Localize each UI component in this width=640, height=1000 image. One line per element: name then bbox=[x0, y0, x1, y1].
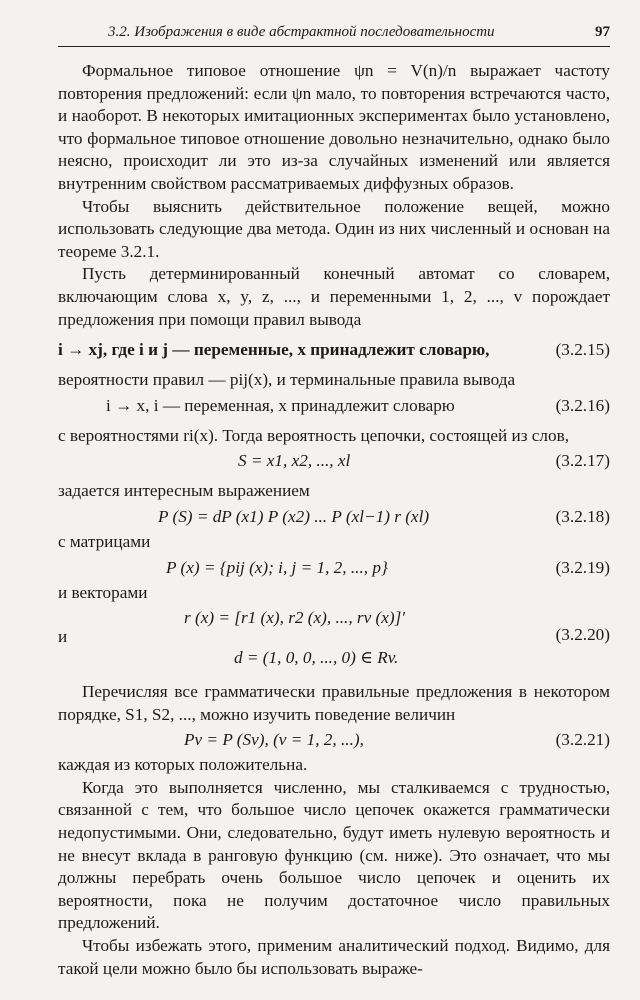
paragraph: Когда это выполняется численно, мы сталкиваемся с трудностью, связанной с тем, что большое число цепочек окажется грамматически недопустимыми. Они, следовательно, будут иметь нулевую вероятность и не внесут вклада в ранговую функцию (см. ниже). Это означает, что мы должны перебрать очень большое число цепочек и оценить их вероятности, пока не получим достаточное число правильных предложений. bbox=[58, 777, 610, 933]
paragraph: задается интересным выражением bbox=[58, 481, 310, 501]
equation-3-2-18 bbox=[58, 503, 610, 531]
page-body bbox=[58, 60, 610, 980]
paragraph: и векторами bbox=[58, 582, 148, 602]
equation-3-2-19 bbox=[58, 554, 610, 582]
equation-text: S = x1, x2, ..., xl bbox=[238, 451, 351, 471]
paragraph: Формальное типовое отношение ψn = V(n)/n выражает частоту повторения предложений: если ψn мало, то повторения встречаются часто, и наоборот. В некоторых имитационных экспериментах было установлено, что формальное типовое отношение довольно незначительно, однако было неясно, происходит ли это из-за случайных изменений или является внутренним свойством рассматриваемых диффузных образов. bbox=[58, 61, 610, 193]
equation-text: d = (1, 0, 0, ..., 0) ∈ Rv. bbox=[234, 648, 399, 668]
equation-3-2-20 bbox=[58, 604, 610, 676]
equation-number: (3.2.16) bbox=[555, 395, 610, 415]
equation-text: i → xj, где i и j — переменные, x принадлежит словарю, bbox=[58, 340, 490, 360]
book-page bbox=[58, 18, 610, 986]
paragraph: вероятности правил — pij(x), и терминальные правила вывода bbox=[58, 370, 516, 390]
paragraph: Чтобы выяснить действительное положение вещей, можно использовать следующие два метода. Один из них численный и основан на теореме 3.2.1. bbox=[58, 196, 610, 261]
equation-3-2-16 bbox=[58, 392, 610, 420]
paragraph: с вероятностями ri(x). Тогда вероятность цепочки, состоящей из слов, bbox=[58, 425, 570, 445]
running-header bbox=[58, 18, 610, 47]
paragraph: Чтобы избежать этого, применим аналитический подход. Видимо, для такой цели можно было бы использовать выраже- bbox=[58, 936, 610, 978]
equation-number: (3.2.20) bbox=[555, 625, 610, 645]
equation-3-2-15 bbox=[58, 336, 610, 364]
equation-number: (3.2.15) bbox=[555, 340, 610, 360]
equation-3-2-21 bbox=[58, 726, 610, 754]
equation-number: (3.2.19) bbox=[555, 557, 610, 577]
paragraph: каждая из которых положительна. bbox=[58, 755, 308, 775]
equation-text: P (S) = dP (x1) P (x2) ... P (xl−1) r (xl) bbox=[158, 506, 430, 526]
paragraph: с матрицами bbox=[58, 531, 151, 551]
equation-number: (3.2.21) bbox=[555, 730, 610, 750]
equation-text: i → x, i — переменная, x принадлежит словарю bbox=[106, 395, 455, 415]
equation-number: (3.2.18) bbox=[555, 506, 610, 526]
equation-number: (3.2.17) bbox=[555, 451, 610, 471]
equation-text: P (x) = {pij (x); i, j = 1, 2, ..., p} bbox=[166, 557, 388, 577]
equation-text: Pv = P (Sv), (v = 1, 2, ...), bbox=[184, 730, 364, 750]
paragraph: Перечисляя все грамматически правильные предложения в некотором порядке, S1, S2, ..., можно изучить поведение величин bbox=[58, 682, 610, 724]
equation-text: r (x) = [r1 (x), r2 (x), ..., rv (x)]′ bbox=[184, 608, 406, 628]
equation-3-2-17 bbox=[58, 447, 610, 475]
page-number: 97 bbox=[595, 24, 610, 40]
chapter-title: 3.2. Изображения в виде абстрактной последовательности bbox=[108, 24, 495, 40]
paragraph: Пусть детерминированный конечный автомат со словарем, включающим слова x, y, z, ..., и переменными 1, 2, ..., v порождает предложения при помощи правил вывода bbox=[58, 264, 610, 329]
equation-connector: и bbox=[58, 627, 68, 647]
